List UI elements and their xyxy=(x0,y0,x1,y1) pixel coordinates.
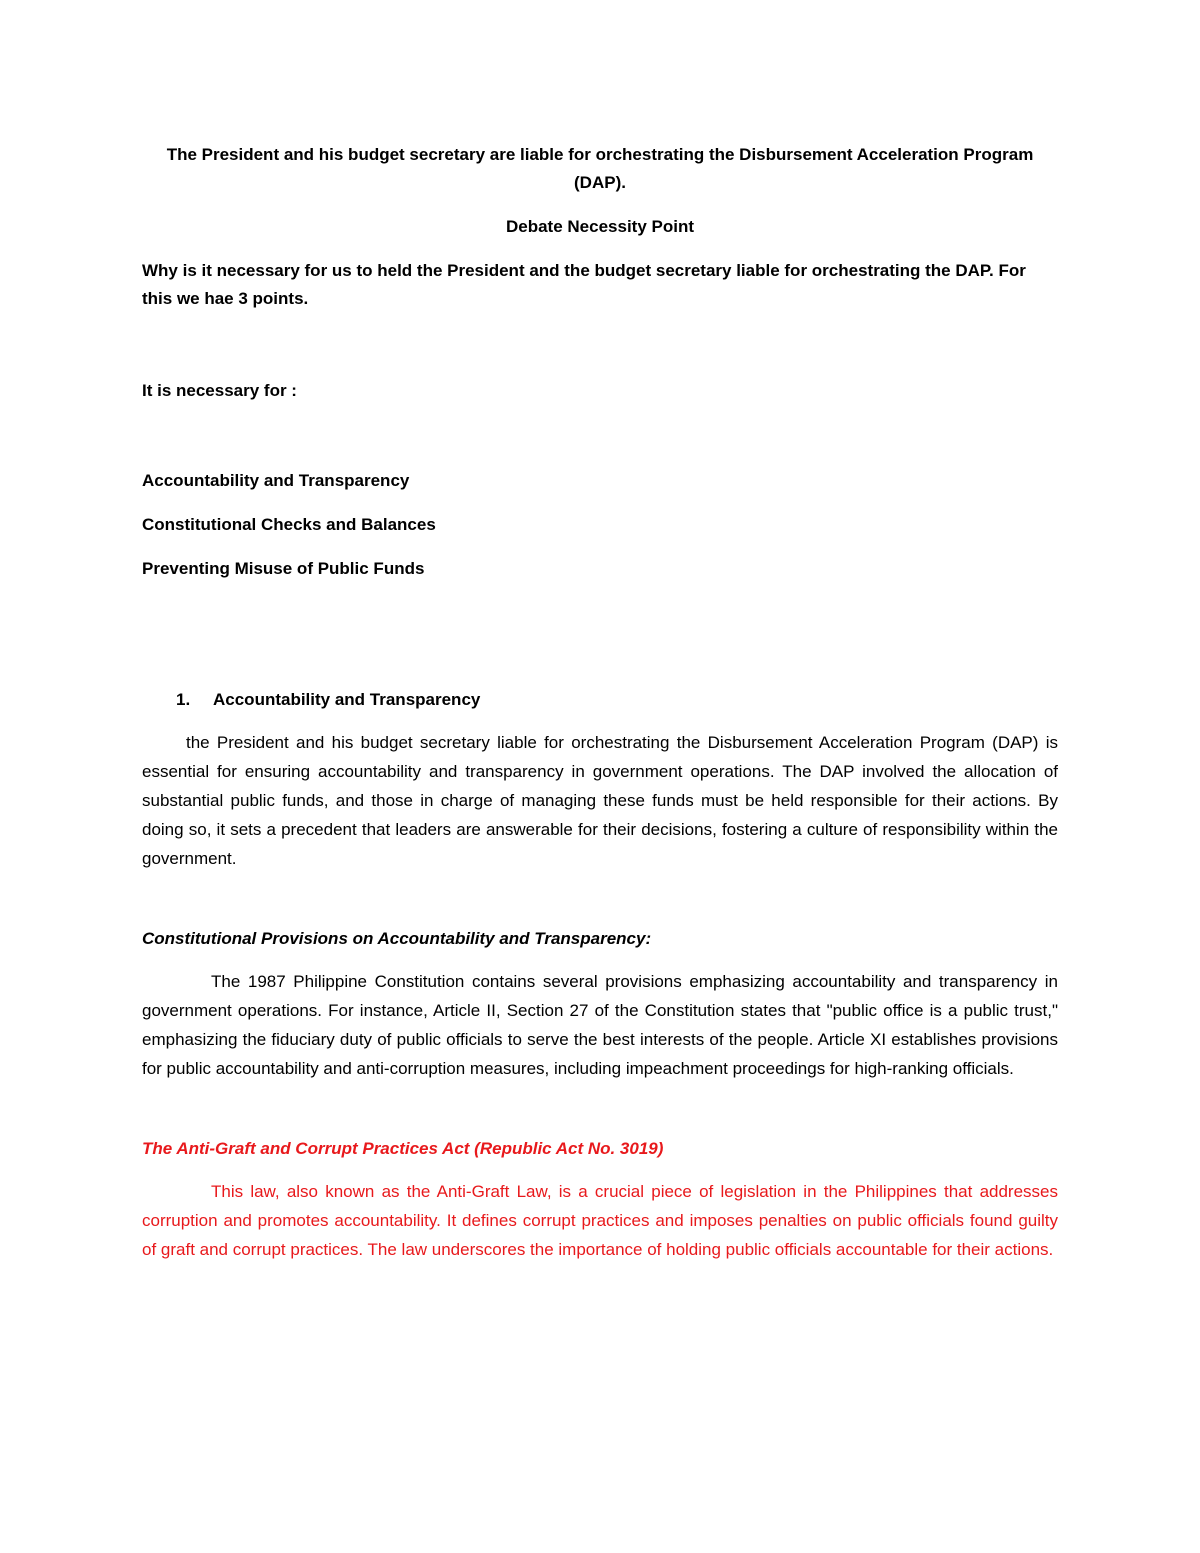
necessity-question: Why is it necessary for us to held the President and the budget secretary liable for orchestrating the DAP. For this we hae 3 points. xyxy=(142,261,1026,308)
point-item: Accountability and Transparency xyxy=(142,471,410,490)
antigraft-body: This law, also known as the Anti-Graft Law, is a crucial piece of legislation in the Philippines that addresses corruption and promotes accountability. It defines corrupt practices and imposes penalties on public officials found guilty of graft and corrupt practices. The law underscores the importance of holding public officials accountable for their actions. xyxy=(142,1182,1058,1259)
points-list xyxy=(142,467,1058,583)
document-title: The President and his budget secretary are liable for orchestrating the Disbursement Acceleration Program (DAP). xyxy=(166,145,1034,192)
section-title: Accountability and Transparency xyxy=(213,690,481,709)
document-content xyxy=(142,141,1058,1264)
point-item: Preventing Misuse of Public Funds xyxy=(142,559,425,578)
antigraft-heading: The Anti-Graft and Corrupt Practices Act (Republic Act No. 3019) xyxy=(142,1139,664,1158)
document-subtitle: Debate Necessity Point xyxy=(505,217,694,236)
constitutional-heading: Constitutional Provisions on Accountability and Transparency: xyxy=(142,929,652,948)
section-1-heading xyxy=(142,686,1058,714)
necessary-label: It is necessary for : xyxy=(142,381,297,400)
section-1-body: the President and his budget secretary liable for orchestrating the Disbursement Acceleration Program (DAP) is essential for ensuring accountability and transparency in government operations. The DAP involved the allocation of substantial public funds, and those in charge of managing these funds must be held responsible for their actions. By doing so, it sets a precedent that leaders are answerable for their decisions, fostering a culture of responsibility within the government. xyxy=(142,733,1058,868)
section-number: 1. xyxy=(176,690,191,709)
point-item: Constitutional Checks and Balances xyxy=(142,515,436,534)
constitutional-body: The 1987 Philippine Constitution contains several provisions emphasizing accountability and transparency in government operations. For instance, Article II, Section 27 of the Constitution states that "public office is a public trust," emphasizing the fiduciary duty of public officials to serve the best interests of the people. Article XI establishes provisions for public accountability and anti-corruption measures, including impeachment proceedings for high-ranking officials. xyxy=(142,972,1058,1078)
